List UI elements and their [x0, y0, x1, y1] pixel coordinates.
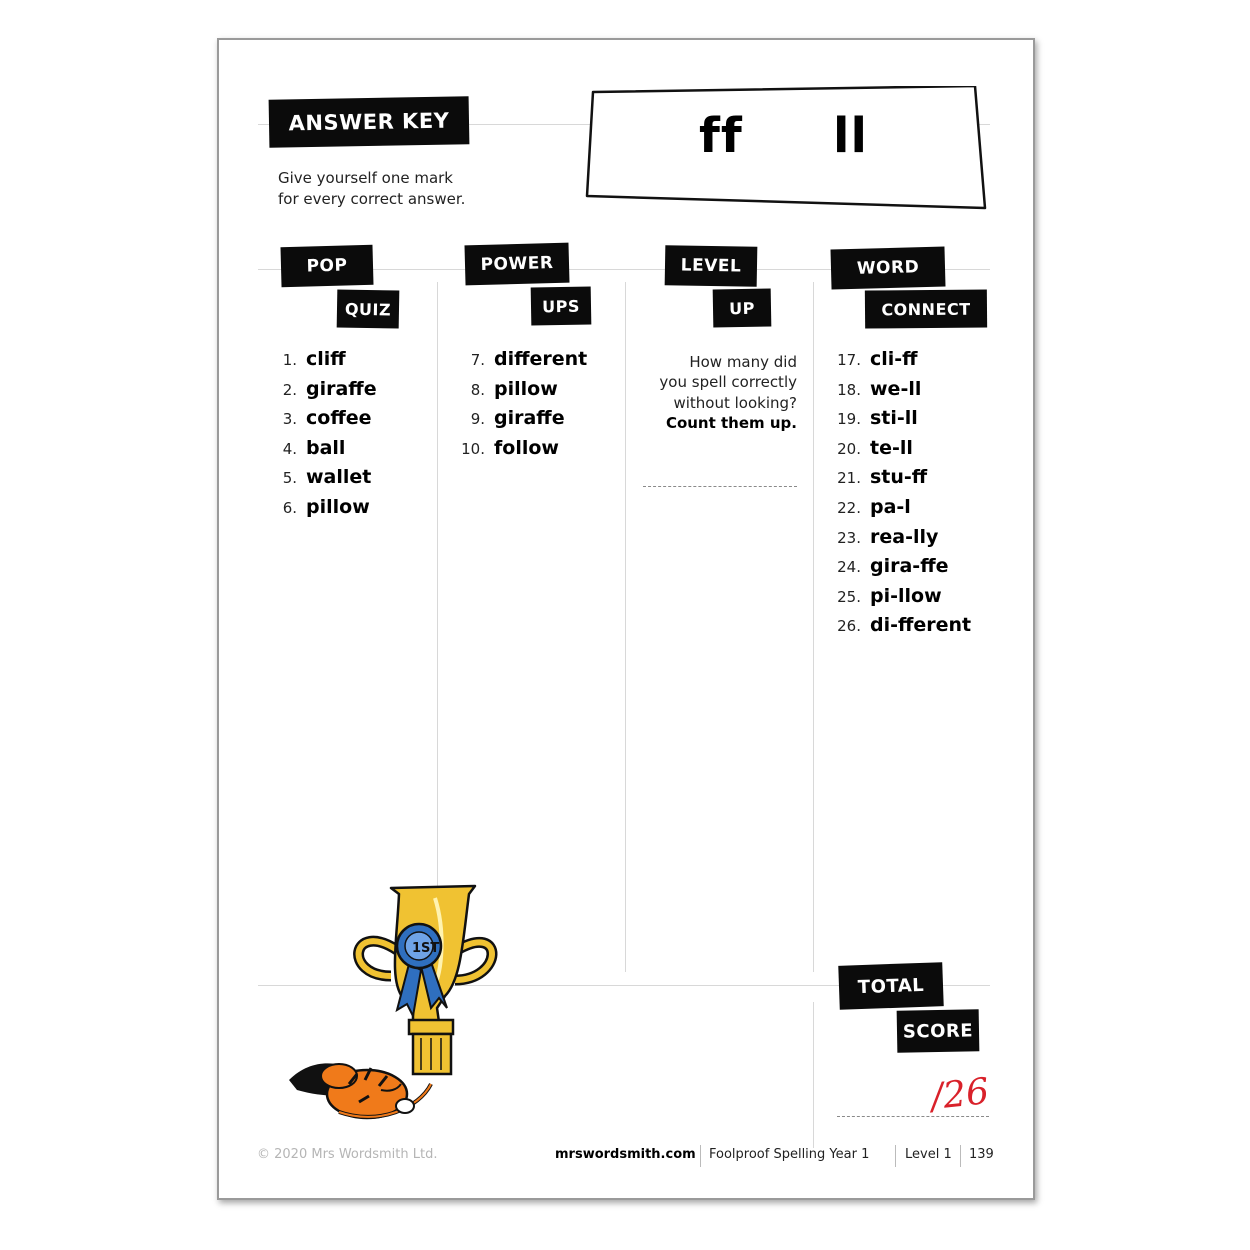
- answer-word: different: [494, 348, 588, 370]
- total-score-line: [837, 1116, 989, 1117]
- answer-key-title-text: ANSWER KEY: [288, 108, 450, 136]
- list-item: [831, 466, 971, 496]
- answer-word: di-fferent: [870, 614, 972, 637]
- column-divider-1: [437, 282, 438, 972]
- answer-word: stu-ff: [870, 466, 928, 489]
- pop-tag-text: POP: [306, 255, 348, 277]
- answer-number: 3.: [282, 410, 297, 429]
- list-item: [277, 348, 377, 378]
- phoneme-ff: ff: [699, 108, 743, 164]
- power-ups-answers: [451, 348, 587, 466]
- list-item: [277, 437, 377, 467]
- connect-tag-text: CONNECT: [881, 299, 971, 319]
- answer-number: 6.: [282, 498, 297, 517]
- instructions-line-1: Give yourself one mark: [278, 169, 453, 187]
- ups-tag-text: UPS: [541, 296, 581, 316]
- answer-word: coffee: [306, 407, 372, 430]
- answer-number: 5.: [282, 469, 297, 488]
- level-up-line-2: you spell correctly: [659, 373, 797, 392]
- list-item: [451, 407, 587, 437]
- answer-number: 9.: [470, 410, 485, 429]
- answer-word: gira-ffe: [870, 555, 949, 578]
- total-divider: [813, 1002, 814, 1148]
- level-up-line-bold: Count them up.: [665, 413, 797, 432]
- answer-word: cli-ff: [870, 348, 918, 370]
- list-item: [831, 585, 971, 615]
- answer-word: sti-ll: [870, 407, 918, 430]
- answer-number: 8.: [470, 380, 485, 399]
- instructions-line-2: for every correct answer.: [278, 190, 466, 208]
- list-item: [831, 378, 971, 408]
- up-tag-text: UP: [728, 298, 756, 318]
- answer-word: pillow: [494, 377, 558, 400]
- answer-number: 19.: [837, 410, 861, 429]
- answer-word: ball: [306, 436, 346, 459]
- answer-word: pillow: [306, 495, 370, 518]
- list-item: [831, 555, 971, 585]
- level-tag: [665, 245, 758, 287]
- answer-number: 25.: [837, 587, 861, 606]
- footer-book: Foolproof Spelling Year 1: [709, 1147, 870, 1162]
- column-divider-2: [625, 282, 626, 972]
- power-tag: [464, 243, 569, 286]
- list-item: [277, 407, 377, 437]
- answer-key-page: [217, 38, 1035, 1200]
- answer-word: pi-llow: [870, 584, 942, 607]
- list-item: [831, 526, 971, 556]
- word-tag: [830, 247, 945, 290]
- answer-number: 2.: [282, 380, 297, 399]
- connect-tag: [865, 289, 987, 328]
- answer-word: giraffe: [306, 377, 377, 400]
- answer-word: wallet: [306, 466, 372, 489]
- list-item: [451, 348, 587, 378]
- footer-page-number: 139: [969, 1147, 994, 1162]
- list-item: [831, 437, 971, 467]
- answer-number: 26.: [837, 617, 861, 636]
- answer-number: 22.: [837, 498, 861, 517]
- pop-quiz-answers: [277, 348, 377, 526]
- phoneme-ll: ll: [833, 108, 868, 164]
- list-item: [831, 614, 971, 644]
- footer-separator: [700, 1145, 701, 1167]
- footer-level: Level 1: [905, 1147, 952, 1162]
- instructions: [278, 168, 538, 210]
- list-item: [277, 496, 377, 526]
- quiz-tag: [337, 289, 400, 328]
- answer-number: 17.: [837, 351, 861, 369]
- power-tag-text: POWER: [480, 253, 554, 275]
- level-up-line-3: without looking?: [673, 393, 797, 412]
- word-tag-text: WORD: [856, 257, 920, 279]
- answer-number: 1.: [282, 351, 297, 369]
- quiz-tag-text: QUIZ: [344, 299, 392, 319]
- list-item: [831, 407, 971, 437]
- list-item: [451, 378, 587, 408]
- list-item: [451, 437, 587, 467]
- level-up-prompt: [627, 352, 797, 433]
- list-item: [277, 466, 377, 496]
- column-divider-3: [813, 282, 814, 972]
- up-tag: [713, 288, 772, 327]
- level-tag-text: LEVEL: [680, 255, 742, 277]
- level-up-answer-line: [643, 486, 797, 487]
- pop-tag: [280, 245, 373, 287]
- list-item: [831, 496, 971, 526]
- footer-separator: [895, 1145, 896, 1167]
- answer-word: giraffe: [494, 407, 565, 430]
- answer-word: pa-l: [870, 495, 911, 518]
- answer-number: 4.: [282, 439, 297, 458]
- answer-number: 23.: [837, 528, 861, 547]
- ups-tag: [531, 286, 592, 325]
- total-tag-text: TOTAL: [857, 974, 925, 998]
- list-item: [831, 348, 971, 378]
- list-item: [277, 378, 377, 408]
- trophy-tiger-illustration: [279, 880, 499, 1130]
- phoneme-box: [585, 86, 993, 222]
- ribbon-label: 1ST: [412, 941, 440, 956]
- answer-word: te-ll: [870, 436, 913, 459]
- answer-number: 24.: [837, 558, 861, 577]
- answer-number: 10.: [461, 439, 485, 458]
- answer-number: 7.: [470, 351, 485, 369]
- total-score-value: /26: [929, 1071, 991, 1118]
- answer-word: follow: [494, 436, 559, 459]
- answer-word: cliff: [306, 348, 346, 370]
- answer-word: we-ll: [870, 377, 922, 400]
- score-tag: [897, 1009, 980, 1052]
- word-connect-answers: [831, 348, 971, 644]
- footer-separator: [960, 1145, 961, 1167]
- footer-site[interactable]: mrswordsmith.com: [555, 1147, 696, 1162]
- answer-word: rea-lly: [870, 525, 939, 548]
- answer-number: 21.: [837, 469, 861, 488]
- total-tag: [838, 962, 943, 1010]
- answer-number: 20.: [837, 439, 861, 458]
- score-tag-text: SCORE: [902, 1019, 974, 1043]
- level-up-line-1: How many did: [689, 353, 797, 371]
- answer-number: 18.: [837, 380, 861, 399]
- answer-key-title: [269, 96, 470, 147]
- footer-copyright: © 2020 Mrs Wordsmith Ltd.: [257, 1147, 438, 1162]
